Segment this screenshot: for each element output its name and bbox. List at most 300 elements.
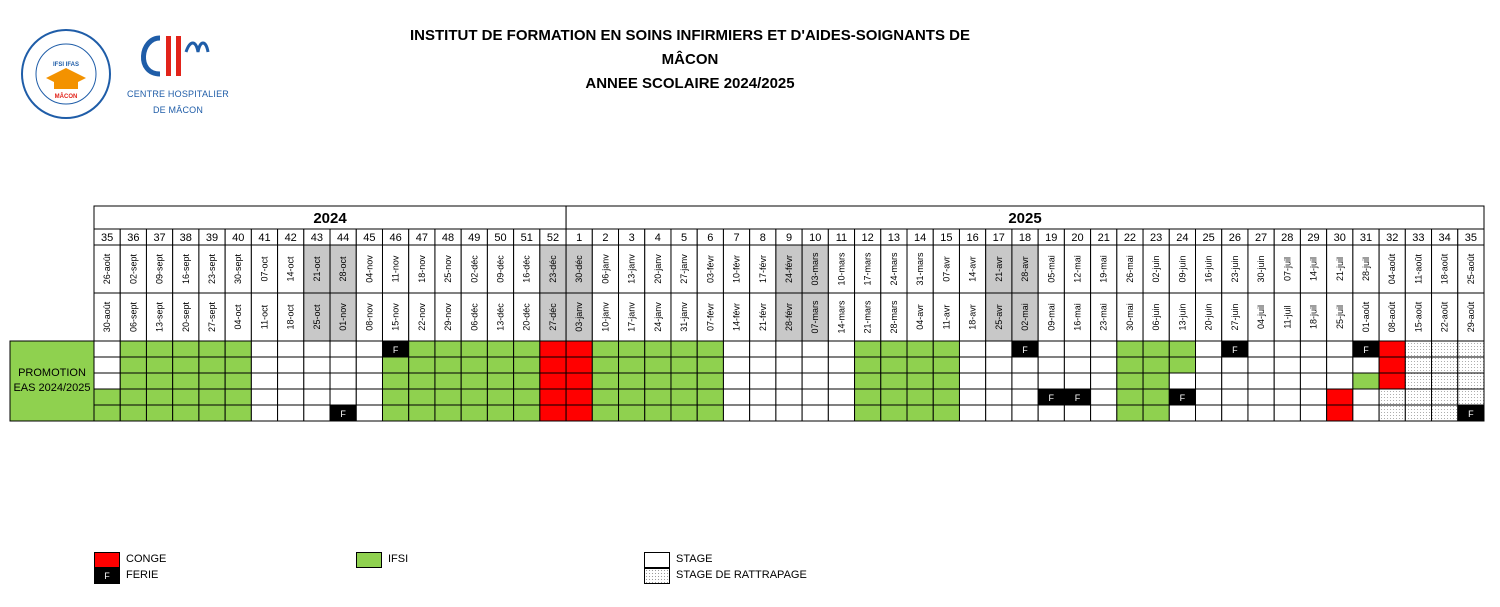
- week-start-date: 24-févr: [784, 254, 794, 284]
- week-number: 50: [494, 232, 507, 244]
- hospital-name-line2: DE MÂCON: [152, 105, 204, 115]
- legend-ferie-swatch: F: [94, 568, 120, 584]
- ferie-mark: F: [1232, 345, 1238, 355]
- week-start-date: 06-janv: [600, 254, 611, 284]
- week-number: 32: [1386, 232, 1399, 244]
- schedule-cell: [1274, 357, 1300, 373]
- week-start-date: 21-juil: [1334, 256, 1345, 282]
- schedule-cell: [146, 405, 172, 421]
- schedule-cell: [382, 357, 408, 373]
- week-number: 37: [153, 232, 166, 244]
- schedule-cell: [1222, 357, 1248, 373]
- schedule-cell: [435, 389, 461, 405]
- schedule-cell: [1091, 389, 1117, 405]
- schedule-cell: [409, 373, 435, 389]
- schedule-cell: [225, 405, 251, 421]
- schedule-cell: [986, 405, 1012, 421]
- week-end-date: 29-août: [1465, 301, 1476, 333]
- schedule-cell: [1327, 389, 1353, 405]
- schedule-cell: [304, 373, 330, 389]
- schedule-cell: [750, 341, 776, 357]
- week-number: 12: [861, 232, 874, 244]
- week-start-date: 16-déc: [521, 255, 532, 283]
- schedule-cell: [1117, 389, 1143, 405]
- schedule-cell: [1300, 405, 1326, 421]
- schedule-cell: [356, 405, 382, 421]
- legend-conge-label: CONGE: [126, 553, 167, 565]
- schedule-cell: [619, 341, 645, 357]
- week-start-date: 31-mars: [915, 252, 926, 286]
- schedule-cell: [146, 373, 172, 389]
- ferie-mark: F: [1363, 345, 1369, 355]
- schedule-cell: [540, 405, 566, 421]
- schedule-cell: [697, 389, 723, 405]
- schedule-cell: [619, 357, 645, 373]
- schedule-cell: [828, 373, 854, 389]
- schedule-cell: [1064, 341, 1090, 357]
- schedule-cell: [199, 341, 225, 357]
- schedule-cell: [1405, 405, 1431, 421]
- schedule-cell: [1248, 373, 1274, 389]
- week-number: 3: [628, 232, 635, 244]
- schedule-cell: [1405, 373, 1431, 389]
- schedule-cell: [1300, 357, 1326, 373]
- schedule-cell: [146, 357, 172, 373]
- schedule-cell: [723, 341, 749, 357]
- schedule-cell: [959, 357, 985, 373]
- week-number: 24: [1176, 232, 1189, 244]
- legend-rattrapage-label: STAGE DE RATTRAPAGE: [676, 569, 807, 581]
- schedule-cell: [1327, 405, 1353, 421]
- schedule-cell: [409, 357, 435, 373]
- year-label-2024: 2024: [313, 210, 347, 227]
- week-start-date: 07-avr: [941, 256, 952, 282]
- legend-stage-label: STAGE: [676, 553, 713, 565]
- schedule-cell: [986, 341, 1012, 357]
- schedule-cell: [986, 389, 1012, 405]
- schedule-cell: [199, 357, 225, 373]
- week-number: 31: [1359, 232, 1373, 244]
- legend-ifsi-swatch: [356, 552, 382, 568]
- schedule-cell: [514, 389, 540, 405]
- week-start-date: 03-févr: [705, 254, 716, 284]
- week-number: 29: [1307, 232, 1320, 244]
- schedule-cell: [959, 405, 985, 421]
- week-end-date: 25-juil: [1334, 304, 1345, 330]
- schedule-cell: [776, 389, 802, 405]
- week-start-date: 02-sept: [128, 253, 139, 285]
- week-start-date: 10-févr: [731, 254, 742, 284]
- schedule-cell: [225, 373, 251, 389]
- schedule-cell: [1143, 357, 1169, 373]
- week-number: 41: [258, 232, 271, 244]
- schedule-cell: [959, 373, 985, 389]
- schedule-cell: [802, 389, 828, 405]
- week-number: 4: [654, 232, 661, 244]
- schedule-cell: [1091, 373, 1117, 389]
- schedule-cell: [855, 341, 881, 357]
- logo-badge-text: IFSI IFAS: [52, 62, 80, 68]
- week-end-date: 04-juil: [1256, 304, 1267, 330]
- schedule-cell: [697, 405, 723, 421]
- schedule-cell: [645, 405, 671, 421]
- schedule-cell: [1117, 357, 1143, 373]
- week-start-date: 09-juin: [1177, 255, 1188, 283]
- week-end-date: 11-avr: [941, 304, 952, 330]
- week-end-date: 09-mai: [1046, 303, 1057, 331]
- schedule-cell: [723, 373, 749, 389]
- schedule-cell: [1038, 373, 1064, 389]
- schedule-cell: [1274, 341, 1300, 357]
- schedule-cell: [382, 389, 408, 405]
- week-end-date: 08-nov: [364, 303, 375, 331]
- week-start-date: 03-mars: [810, 252, 821, 286]
- schedule-cell: [881, 357, 907, 373]
- schedule-cell: [461, 373, 487, 389]
- schedule-cell: [1458, 389, 1484, 405]
- schedule-cell: [1169, 405, 1195, 421]
- week-end-date: 21-mars: [862, 300, 873, 334]
- schedule-cell: [1379, 357, 1405, 373]
- schedule-cell: [382, 373, 408, 389]
- week-number: 9: [785, 232, 793, 244]
- schedule-cell: [619, 373, 645, 389]
- schedule-cell: [487, 357, 513, 373]
- week-end-date: 25-avr: [993, 304, 1004, 330]
- schedule-cell: [1327, 357, 1353, 373]
- schedule-cell: [225, 357, 251, 373]
- schedule-cell: [1327, 373, 1353, 389]
- schedule-cell: [566, 405, 592, 421]
- week-number: 8: [759, 232, 766, 244]
- schedule-cell: [671, 341, 697, 357]
- schedule-cell: [514, 357, 540, 373]
- schedule-cell: [409, 341, 435, 357]
- week-number: 36: [127, 232, 140, 244]
- schedule-cell: [855, 373, 881, 389]
- schedule-cell: [1458, 373, 1484, 389]
- schedule-cell: [1117, 341, 1143, 357]
- schedule-cell: [1458, 357, 1484, 373]
- schedule-cell: [855, 405, 881, 421]
- schedule-cell: [802, 357, 828, 373]
- schedule-cell: [1300, 341, 1326, 357]
- schedule-cell: [592, 389, 618, 405]
- schedule-cell: [933, 389, 959, 405]
- week-number: 30: [1333, 232, 1346, 244]
- schedule-cell: [514, 405, 540, 421]
- schedule-cell: [1379, 373, 1405, 389]
- schedule-cell: [146, 389, 172, 405]
- schedule-cell: [697, 357, 723, 373]
- week-number: 10: [809, 232, 822, 244]
- schedule-cell: [173, 357, 199, 373]
- legend-ferie-label: FERIE: [126, 569, 159, 581]
- schedule-cell: [1169, 357, 1195, 373]
- week-end-date: 27-juin: [1229, 303, 1240, 331]
- week-end-date: 13-juin: [1177, 303, 1188, 331]
- schedule-cell: [1143, 389, 1169, 405]
- schedule-cell: [592, 405, 618, 421]
- schedule-cell: [304, 357, 330, 373]
- week-number: 20: [1071, 232, 1084, 244]
- week-start-date: 11-août: [1413, 254, 1424, 284]
- week-end-date: 07-févr: [705, 302, 716, 332]
- schedule-cell: [304, 405, 330, 421]
- schedule-cell: [1248, 341, 1274, 357]
- week-end-date: 28-mars: [888, 300, 899, 334]
- schedule-cell: [907, 389, 933, 405]
- schedule-cell: [461, 357, 487, 373]
- schedule-cell: [1405, 389, 1431, 405]
- week-number: 43: [310, 232, 324, 244]
- schedule-cell: [1091, 405, 1117, 421]
- week-number: 39: [205, 232, 219, 244]
- schedule-cell: [1353, 357, 1379, 373]
- schedule-cell: [330, 389, 356, 405]
- week-end-date: 16-mai: [1072, 303, 1083, 331]
- schedule-cell: [750, 405, 776, 421]
- week-start-date: 14-avr: [967, 256, 978, 282]
- schedule-cell: [828, 341, 854, 357]
- schedule-cell: [1379, 405, 1405, 421]
- schedule-cell: [514, 341, 540, 357]
- schedule-cell: [671, 389, 697, 405]
- week-start-date: 25-août: [1465, 253, 1476, 285]
- schedule-cell: [1248, 389, 1274, 405]
- week-end-date: 06-déc: [469, 303, 480, 331]
- schedule-cell: [435, 357, 461, 373]
- week-start-date: 09-déc: [495, 255, 506, 283]
- week-end-date: 18-juil: [1308, 304, 1319, 330]
- schedule-cell: [1091, 341, 1117, 357]
- schedule-cell: [1196, 405, 1222, 421]
- schedule-cell: [225, 389, 251, 405]
- schedule-cell: [592, 357, 618, 373]
- schedule-cell: [1012, 373, 1038, 389]
- schedule-cell: [1012, 357, 1038, 373]
- schedule-cell: [1117, 405, 1143, 421]
- schedule-cell: [619, 405, 645, 421]
- schedule-cell: [828, 405, 854, 421]
- schedule-cell: [750, 357, 776, 373]
- week-number: 46: [389, 232, 402, 244]
- ferie-mark: F: [340, 409, 346, 419]
- week-start-date: 14-juil: [1308, 256, 1319, 282]
- week-end-date: 27-déc: [547, 303, 558, 331]
- schedule-cell: [776, 341, 802, 357]
- schedule-cell: [173, 373, 199, 389]
- schedule-cell: [881, 341, 907, 357]
- schedule-cell: [933, 373, 959, 389]
- ferie-mark: F: [1468, 409, 1474, 419]
- hospital-name-line1: CENTRE HOSPITALIER: [127, 89, 229, 99]
- schedule-cell: [1038, 357, 1064, 373]
- schedule-cell: [304, 341, 330, 357]
- schedule-cell: [382, 405, 408, 421]
- schedule-cell: [1353, 373, 1379, 389]
- week-end-date: 30-août: [102, 301, 113, 333]
- week-number: 17: [992, 232, 1005, 244]
- week-number: 27: [1254, 232, 1268, 244]
- week-number: 7: [733, 232, 740, 244]
- week-end-date: 31-janv: [679, 302, 690, 332]
- week-number: 34: [1438, 232, 1451, 244]
- schedule-cell: [566, 389, 592, 405]
- schedule-cell: [278, 341, 304, 357]
- week-number: 13: [887, 232, 901, 244]
- schedule-cell: [199, 389, 225, 405]
- week-start-date: 28-avr: [1020, 256, 1031, 282]
- schedule-cell: [251, 357, 277, 373]
- schedule-cell: [697, 341, 723, 357]
- schedule-cell: [251, 405, 277, 421]
- week-start-date: 11-nov: [390, 255, 401, 283]
- schedule-cell: [566, 357, 592, 373]
- schedule-cell: [881, 373, 907, 389]
- schedule-cell: [1038, 405, 1064, 421]
- promotion-label-line2: EAS 2024/2025: [13, 382, 91, 394]
- schedule-cell: [540, 341, 566, 357]
- week-end-date: 07-mars: [810, 300, 821, 334]
- schedule-cell: [1117, 373, 1143, 389]
- schedule-cell: [356, 341, 382, 357]
- schedule-cell: [120, 357, 146, 373]
- schedule-cell: [94, 341, 120, 357]
- week-end-date: 29-nov: [443, 303, 454, 331]
- week-start-date: 19-mai: [1098, 255, 1109, 283]
- week-start-date: 23-déc: [547, 255, 558, 283]
- schedule-cell: [671, 373, 697, 389]
- year-label-2025: 2025: [1008, 210, 1042, 227]
- week-start-date: 04-août: [1387, 253, 1398, 285]
- schedule-cell: [933, 341, 959, 357]
- schedule-cell: [1432, 389, 1458, 405]
- week-end-date: 22-nov: [416, 303, 427, 331]
- week-end-date: 04-oct: [233, 304, 244, 330]
- schedule-cell: [776, 357, 802, 373]
- schedule-cell: [986, 373, 1012, 389]
- schedule-cell: [907, 341, 933, 357]
- schedule-cell: [514, 373, 540, 389]
- week-end-date: 23-mai: [1098, 303, 1109, 331]
- week-start-date: 17-févr: [757, 254, 768, 284]
- schedule-cell: [1274, 389, 1300, 405]
- schedule-cell: [802, 341, 828, 357]
- title-school-year: ANNEE SCOLAIRE 2024/2025: [585, 75, 795, 92]
- ferie-mark: F: [1048, 393, 1055, 403]
- schedule-cell: [94, 357, 120, 373]
- schedule-cell: [645, 373, 671, 389]
- schedule-cell: [1091, 357, 1117, 373]
- schedule-cell: [1143, 373, 1169, 389]
- week-number: 5: [681, 232, 688, 244]
- schedule-cell: [461, 405, 487, 421]
- week-start-date: 09-sept: [154, 253, 165, 285]
- week-end-date: 28-févr: [784, 302, 794, 332]
- schedule-cell: [1405, 341, 1431, 357]
- schedule-cell: [330, 341, 356, 357]
- week-start-date: 05-mai: [1046, 255, 1057, 283]
- schedule-cell: [619, 389, 645, 405]
- schedule-cell: [120, 341, 146, 357]
- week-end-date: 14-mars: [836, 300, 847, 334]
- schedule-cell: [461, 341, 487, 357]
- week-start-date: 26-mai: [1124, 255, 1135, 283]
- schedule-cell: [173, 389, 199, 405]
- schedule-cell: [278, 373, 304, 389]
- schedule-cell: [540, 373, 566, 389]
- schedule-cell: [199, 405, 225, 421]
- schedule-cell: [959, 389, 985, 405]
- schedule-cell: [1353, 389, 1379, 405]
- schedule-cell: [461, 389, 487, 405]
- schedule-cell: [1353, 405, 1379, 421]
- week-end-date: 14-févr: [731, 302, 742, 332]
- schedule-cell: [1274, 405, 1300, 421]
- week-end-date: 06-sept: [128, 301, 139, 333]
- week-number: 6: [707, 232, 714, 244]
- week-start-date: 28-oct: [338, 256, 349, 282]
- week-end-date: 30-mai: [1124, 303, 1135, 331]
- week-start-date: 25-nov: [443, 255, 454, 283]
- week-start-date: 23-juin: [1229, 255, 1240, 283]
- schedule-cell: [1248, 357, 1274, 373]
- schedule-cell: [1248, 405, 1274, 421]
- schedule-cell: [1222, 373, 1248, 389]
- schedule-cell: [120, 389, 146, 405]
- week-start-date: 21-avr: [993, 256, 1004, 282]
- schedule-cell: [330, 357, 356, 373]
- promotion-label-cell: [10, 341, 94, 421]
- week-start-date: 07-oct: [259, 256, 270, 282]
- schedule-cell: [94, 373, 120, 389]
- schedule-cell: [1064, 373, 1090, 389]
- week-number: 35: [1464, 232, 1478, 244]
- week-start-date: 14-oct: [285, 256, 296, 282]
- schedule-cell: [802, 373, 828, 389]
- week-end-date: 04-avr: [915, 304, 926, 330]
- week-number: 40: [232, 232, 245, 244]
- week-start-date: 30-juin: [1256, 255, 1267, 283]
- schedule-cell: [828, 357, 854, 373]
- schedule-cell: [356, 357, 382, 373]
- schedule-cell: [1143, 405, 1169, 421]
- week-start-date: 16-sept: [180, 253, 191, 285]
- schedule-cell: [304, 389, 330, 405]
- week-number: 33: [1412, 232, 1425, 244]
- week-end-date: 18-oct: [285, 304, 296, 330]
- schedule-cell: [146, 341, 172, 357]
- schedule-cell: [435, 341, 461, 357]
- schedule-cell: [1038, 341, 1064, 357]
- schedule-cell: [1379, 341, 1405, 357]
- schedule-cell: [828, 389, 854, 405]
- week-start-date: 17-mars: [862, 252, 873, 286]
- week-start-date: 24-mars: [888, 252, 899, 286]
- week-start-date: 10-mars: [836, 252, 847, 286]
- schedule-cell: [723, 389, 749, 405]
- schedule-cell: [697, 373, 723, 389]
- week-start-date: 04-nov: [364, 255, 375, 283]
- week-number: 22: [1123, 232, 1137, 244]
- week-end-date: 20-juin: [1203, 303, 1214, 331]
- schedule-cell: [487, 405, 513, 421]
- week-end-date: 13-sept: [154, 301, 165, 333]
- week-number: 48: [441, 232, 455, 244]
- schedule-cell: [1274, 373, 1300, 389]
- schedule-cell: [1222, 389, 1248, 405]
